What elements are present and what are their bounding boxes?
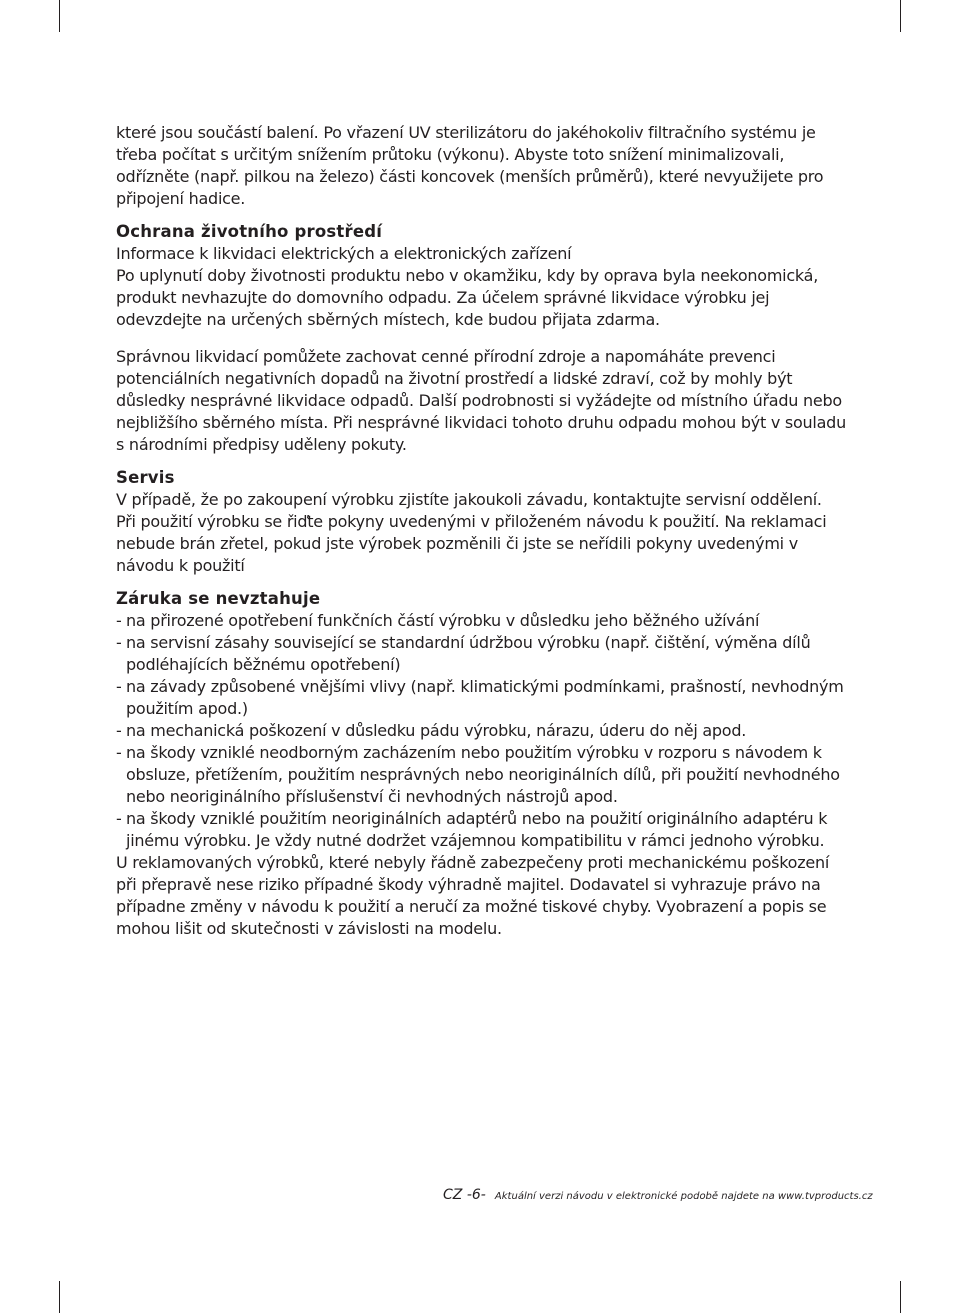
warranty-section — [116, 588, 846, 940]
crop-mark-top-left — [59, 0, 60, 32]
list-item: - na přirozené opotřebení funkčních částí výrobku v důsledku jeho běžného užívání — [116, 611, 760, 630]
service-heading: Servis — [116, 468, 175, 487]
crop-mark-bottom-left — [59, 1281, 60, 1313]
page-footer — [443, 1184, 873, 1203]
service-section — [116, 467, 846, 577]
list-item: - na servisní zásahy související se standardní údržbou výrobku (např. čištění, výměna dílů podléhajících běžnému opotřebení) — [116, 633, 811, 674]
intro-paragraph: které jsou součástí balení. Po vřazení UV sterilizátoru do jakéhokoliv filtračního systému je třeba počítat s určitým snížením průtoku (výkonu). Abyste toto snížení minimalizovali, odřízněte (např. pilkou na železo) části koncovek (menších průměrů), které nevyužijete pro připojení hadice. — [116, 123, 824, 208]
environment-paragraph-1: Po uplynutí doby životnosti produktu nebo v okamžiku, kdy by oprava byla neekonomická, produkt nevhazujte do domovního odpadu. Za účelem správné likvidace výrobku jej odevzdejte na určených sběrných místech, kde budou přijata zdarma. — [116, 266, 819, 329]
list-item: - na škody vzniklé neodborným zacházením nebo použitím výrobku v rozporu s návodem k obsluze, přetížením, použitím nesprávných nebo neoriginálních dílů, při použití nevhodného nebo neoriginálního příslušenství či nevhodných nástrojů apod. — [116, 743, 840, 806]
warranty-closing-paragraph: U reklamovaných výrobků, které nebyly řádně zabezpečeny proti mechanickému poškození při přepravě nese riziko případné škody výhradně majitel. Dodavatel si vyhrazuje právo na případne změny v návodu k použití a neručí za možné tiskové chyby. Vyobrazení a popis se mohou lišit od skutečnosti v závislosti na modelu. — [116, 853, 830, 938]
environment-paragraph-2: Správnou likvidací pomůžete zachovat cenné přírodní zdroje a napomáháte prevenci potenciálních negativních dopadů na životní prostředí a lidské zdraví, což by mohly být důsledky nesprávné likvidace odpadů. Další podrobnosti si vyžádejte od místního úřadu nebo nejbližšího sběrného místa. Při nesprávné likvidaci tohoto druhu odpadu mohou být v souladu s národními předpisy uděleny pokuty. — [116, 347, 846, 454]
service-paragraph: V případě, že po zakoupení výrobku zjistíte jakoukoli závadu, kontaktujte servisní oddělení. Při použití výrobku se řiďte pokyny uvedenými v přiloženém návodu k použití. Na reklamaci nebude brán zřetel, pokud jste výrobek pozměnili či jste se neřídili pokyny uvedenými v návodu k použití — [116, 490, 827, 575]
footer-note: Aktuální verzi návodu v elektronické podobě najdete na www.tvproducts.cz — [494, 1191, 873, 1202]
warranty-exclusions-list — [116, 610, 846, 852]
page-content — [116, 122, 846, 940]
list-item: - na závady způsobené vnějšími vlivy (např. klimatickými podmínkami, prašností, nevhodným použitím apod.) — [116, 677, 844, 718]
page-number: CZ -6- — [443, 1187, 486, 1203]
list-item: - na mechanická poškození v důsledku pádu výrobku, nárazu, úderu do něj apod. — [116, 721, 747, 740]
crop-mark-bottom-right — [900, 1281, 901, 1313]
environment-heading: Ochrana životního prostředí — [116, 222, 383, 241]
environment-section — [116, 221, 846, 456]
list-item: - na škody vzniklé použitím neoriginálních adaptérů nebo na použití originálního adaptéru k jinému výrobku. Je vždy nutné dodržet vzájemnou kompatibilitu v rámci jednoho výrobku. — [116, 809, 828, 850]
warranty-heading: Záruka se nevztahuje — [116, 589, 321, 608]
environment-subheading: Informace k likvidaci elektrických a elektronických zařízení — [116, 244, 572, 263]
crop-mark-top-right — [900, 0, 901, 32]
